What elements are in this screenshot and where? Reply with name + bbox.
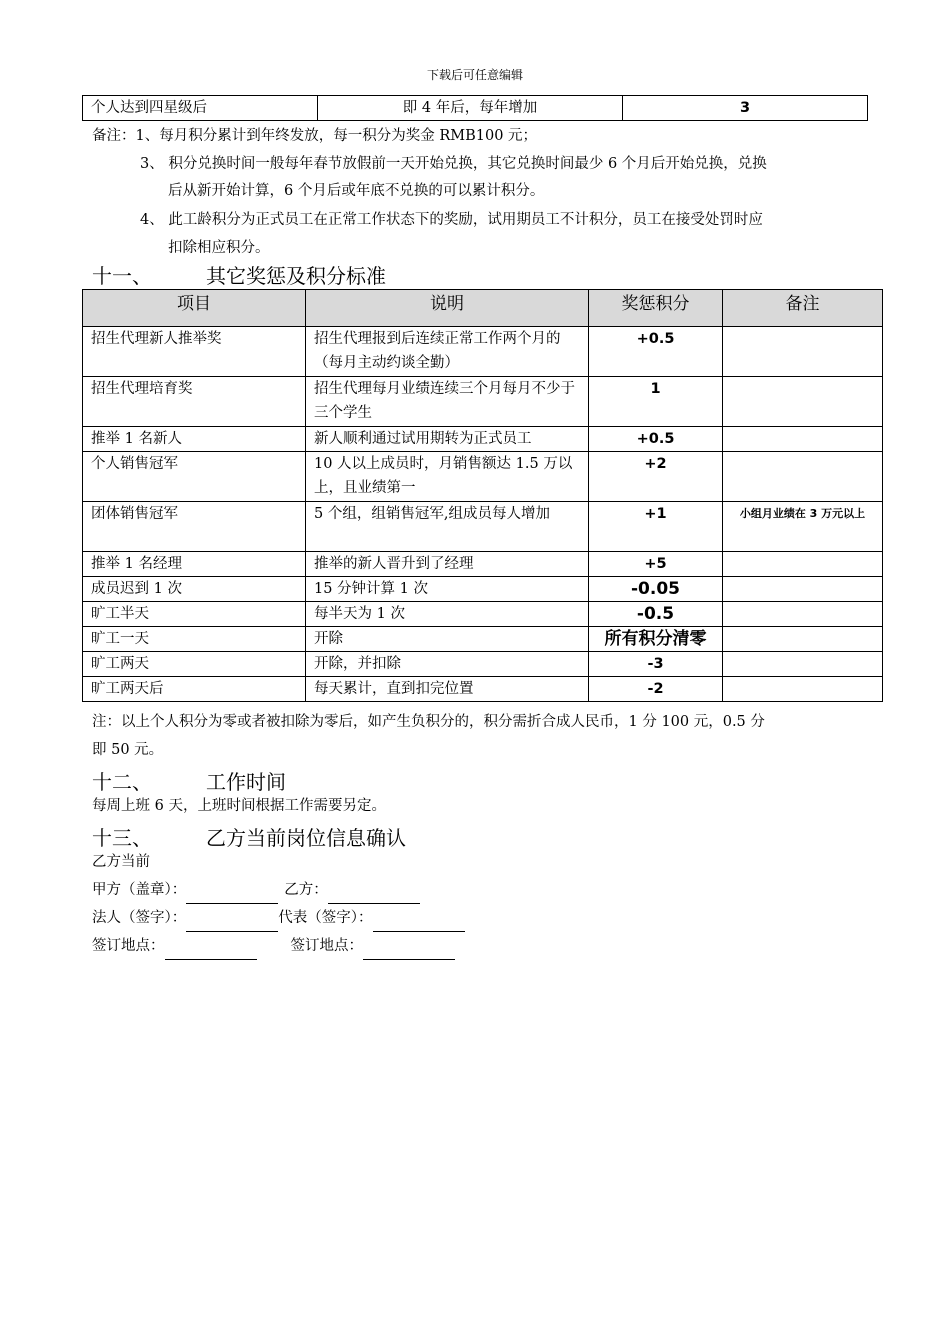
table-row: [83, 577, 883, 602]
table-row: [83, 502, 883, 552]
item-cell: 团体销售冠军: [83, 502, 306, 552]
desc-cell: 每天累计，直到扣完位置: [306, 677, 589, 702]
desc-cell: 10 人以上成员时，月销售额达 1.5 万以上，且业绩第一: [306, 452, 589, 502]
table-note-a: 注：以上个人积分为零或者被扣除为零后，如产生负积分的，积分需折合成人民币，1 分 100 元，0.5 分: [92, 714, 765, 730]
score-cell: +1: [589, 502, 723, 552]
place1-field[interactable]: [165, 943, 257, 960]
item-cell: 招生代理新人推举奖: [83, 327, 306, 377]
remark-cell: [723, 577, 883, 602]
score-cell: 3: [623, 96, 868, 121]
col-header-item: 项目: [83, 290, 306, 327]
table-note-b: 即 50 元。: [92, 742, 164, 758]
legal-label: 法人（签字）：: [92, 910, 187, 926]
legal-field[interactable]: [186, 915, 278, 932]
score-cell: +5: [589, 552, 723, 577]
table-row: [83, 452, 883, 502]
sign-row-2: [92, 904, 471, 932]
col-header-desc: 说明: [306, 290, 589, 327]
party-b-label: 乙方：: [284, 882, 328, 898]
desc-cell: 15 分钟计算 1 次: [306, 577, 589, 602]
section-number: 十三、: [92, 826, 152, 850]
desc-cell: 即 4 年后，每年增加: [318, 96, 623, 121]
score-cell: -0.05: [589, 577, 723, 602]
score-cell: +0.5: [589, 427, 723, 452]
item-cell: 旷工半天: [83, 602, 306, 627]
remark-cell: [723, 327, 883, 377]
place2-label: 签订地点：: [290, 938, 363, 954]
item-cell: 推举 1 名新人: [83, 427, 306, 452]
section-number: 十一、: [92, 264, 152, 288]
table-row: [83, 677, 883, 702]
level-table: [82, 95, 868, 121]
note-3b: 后从新开始计算，6 个月后或年底不兑换的可以累计积分。: [168, 183, 545, 199]
remark-cell: [723, 602, 883, 627]
col-header-remark: 备注: [723, 290, 883, 327]
table-row: [83, 377, 883, 427]
section-13-heading: [92, 822, 406, 851]
level-cell: 个人达到四星级后: [83, 96, 318, 121]
section-title: 乙方当前岗位信息确认: [206, 826, 406, 850]
party-a-field[interactable]: [186, 887, 278, 904]
score-cell: 所有积分清零: [589, 627, 723, 652]
item-cell: 个人销售冠军: [83, 452, 306, 502]
remark-cell: [723, 452, 883, 502]
section-11-heading: [92, 260, 386, 289]
place1-label: 签订地点：: [92, 938, 165, 954]
table-row: [83, 652, 883, 677]
table-row: [83, 327, 883, 377]
item-cell: 推举 1 名经理: [83, 552, 306, 577]
remark-cell: [723, 552, 883, 577]
remark-cell: 小组月业绩在 3 万元以上: [723, 502, 883, 552]
score-cell: +2: [589, 452, 723, 502]
item-cell: 旷工两天: [83, 652, 306, 677]
table-row: [83, 602, 883, 627]
work-time-text: 每周上班 6 天，上班时间根据工作需要另定。: [92, 798, 386, 814]
desc-cell: 新人顺利通过试用期转为正式员工: [306, 427, 589, 452]
page-header: 下载后可任意编辑: [426, 68, 523, 82]
desc-cell: 5 个组，组销售冠军,组成员每人增加: [306, 502, 589, 552]
remark-cell: [723, 652, 883, 677]
remark-cell: [723, 627, 883, 652]
rep-field[interactable]: [373, 915, 465, 932]
score-cell: +0.5: [589, 327, 723, 377]
note-1: 备注：1、每月积分累计到年终发放，每一积分为奖金 RMB100 元；: [92, 128, 538, 144]
section-number: 十二、: [92, 770, 152, 794]
note-4a: 4、 此工龄积分为正式员工在正常工作状态下的奖励，试用期员工不计积分，员工在接受处罚时应: [140, 212, 763, 228]
party-a-label: 甲方（盖章）：: [92, 882, 187, 898]
remark-cell: [723, 377, 883, 427]
table-row: [83, 552, 883, 577]
remark-cell: [723, 677, 883, 702]
sign-row-3: [92, 932, 461, 960]
score-cell: -0.5: [589, 602, 723, 627]
party-b-field[interactable]: [328, 887, 420, 904]
table-header-row: [83, 290, 883, 327]
place2-field[interactable]: [363, 943, 455, 960]
item-cell: 成员迟到 1 次: [83, 577, 306, 602]
remark-cell: [723, 427, 883, 452]
table-row: [83, 96, 868, 121]
reward-table: [82, 289, 883, 702]
desc-cell: 推举的新人晋升到了经理: [306, 552, 589, 577]
note-4b: 扣除相应积分。: [168, 240, 270, 256]
table-row: [83, 427, 883, 452]
desc-cell: 开除: [306, 627, 589, 652]
desc-cell: 招生代理每月业绩连续三个月每月不少于三个学生: [306, 377, 589, 427]
col-header-score: 奖惩积分: [589, 290, 723, 327]
score-cell: 1: [589, 377, 723, 427]
item-cell: 招生代理培育奖: [83, 377, 306, 427]
desc-cell: 开除，并扣除: [306, 652, 589, 677]
sign-row-1: [92, 876, 426, 904]
item-cell: 旷工一天: [83, 627, 306, 652]
desc-cell: 每半天为 1 次: [306, 602, 589, 627]
section-title: 工作时间: [206, 770, 286, 794]
confirm-text: 乙方当前: [92, 854, 150, 870]
note-3a: 3、 积分兑换时间一般每年春节放假前一天开始兑换，其它兑换时间最少 6 个月后开始兑换，兑换: [140, 156, 767, 172]
rep-label: 代表（签字）：: [278, 910, 373, 926]
score-cell: -2: [589, 677, 723, 702]
desc-cell: 招生代理报到后连续正常工作两个月的（每月主动约谈全勤）: [306, 327, 589, 377]
score-cell: -3: [589, 652, 723, 677]
table-row: [83, 627, 883, 652]
section-title: 其它奖惩及积分标准: [206, 264, 386, 288]
item-cell: 旷工两天后: [83, 677, 306, 702]
section-12-heading: [92, 766, 286, 795]
